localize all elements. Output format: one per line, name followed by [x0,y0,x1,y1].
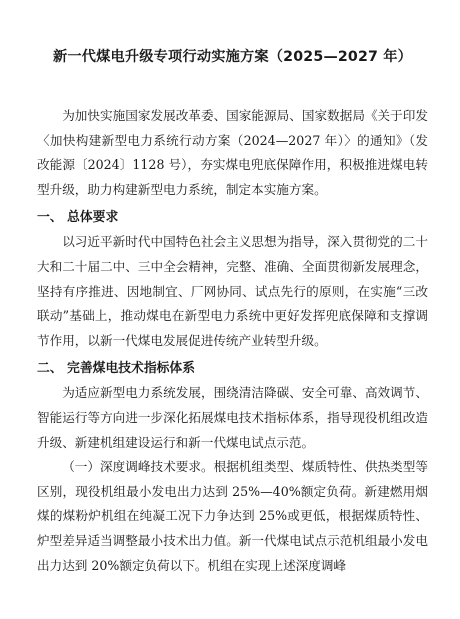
document-title: 新一代煤电升级专项行动实施方案（2025—2027 年） [52,49,413,65]
subsection-text: 根据机组类型、煤质特性、供热类型等区别，现役机组最小发电出力达到 25%—40%额定负荷。新建燃用烟煤的煤粉炉机组在纯凝工况下力争达到 25%或更低，根据煤质特性、炉型差异适当调整最小技术出力值。新一代煤电试点示范机组最小发电出力达到 20%额定负荷以下。机组在实现上述深度调峰 [37,459,429,573]
subsection-paragraph [37,455,428,578]
section-heading-general-requirements: 一、 总体要求 [37,210,119,226]
section-paragraph-indicator-system: 为适应新型电力系统发展，围绕清洁降碳、安全可靠、高效调节、智能运行等方向进一步深化拓展煤电技术指标体系，指导现役机组改造升级、新建机组建设运行和新一代煤电试点示范。 [37,385,428,450]
section-paragraph-general-requirements: 以习近平新时代中国特色社会主义思想为指导，深入贯彻党的二十大和二十届二中、三中全会精神，完整、准确、全面贯彻新发展理念，坚持有序推进、因地制宜、厂网协同、试点先行的原则，在实施“三改联动”基础上，推动煤电在新型电力系统中更好发挥兜底保障和支撑调节作用，以新一代煤电发展促进传统产业转型升级。 [37,234,428,348]
subsection-label: （一）深度调峰技术要求。 [62,459,214,475]
intro-paragraph: 为加快实施国家发展改革委、国家能源局、国家数据局《关于印发〈加快构建新型电力系统行动方案（2024—2027 年）〉的通知》（发改能源〔2024〕1128 号），夯实煤电兜底保障作用，积极推进煤电转型升级，助力构建新型电力系统，制定本实施方案。 [37,108,428,197]
section-heading-indicator-system: 二、 完善煤电技术指标体系 [37,361,196,377]
